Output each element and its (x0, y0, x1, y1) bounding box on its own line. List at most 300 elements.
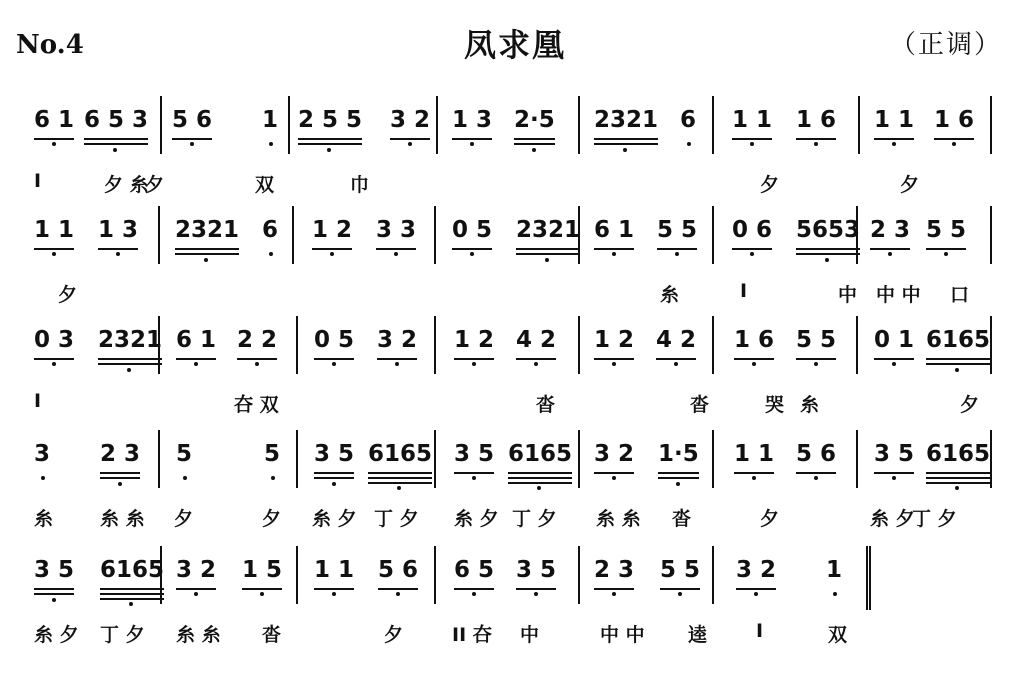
guqin-tablature-symbol: 糸 糸 (100, 508, 145, 530)
jianpu-note-group (100, 442, 140, 466)
underline (926, 248, 966, 250)
guqin-tablature-symbol: 丁 夕 (374, 508, 419, 530)
jianpu-note-group (796, 218, 860, 242)
jianpu-note-group (594, 442, 634, 466)
underline (100, 472, 140, 474)
jianpu-note-group (314, 328, 354, 352)
barline (158, 430, 160, 488)
barline (990, 206, 992, 264)
note-text: 2321 (98, 327, 163, 353)
guqin-tablature-symbol: 丁 夕 (100, 624, 145, 646)
guqin-tablature-symbol: I (756, 620, 764, 642)
underline (376, 248, 416, 250)
jianpu-note-group (454, 442, 494, 466)
underline (926, 482, 990, 484)
barline (578, 546, 580, 604)
jianpu-note-group (934, 108, 974, 132)
guqin-tablature-symbol: 丁 夕 (912, 508, 957, 530)
guqin-tablature-symbol: 双 (255, 174, 275, 196)
jianpu-note-group (100, 558, 164, 582)
underline (368, 472, 432, 474)
underline (454, 358, 494, 360)
guqin-tablature-symbol: 糸 夕 (34, 624, 79, 646)
note-text: 0 3 (34, 327, 75, 353)
barline (856, 316, 858, 374)
octave-dot (534, 592, 538, 596)
note-text: 1 6 (734, 327, 775, 353)
octave-dot (255, 362, 259, 366)
underline (237, 358, 277, 360)
underline (34, 248, 74, 250)
underline (172, 138, 212, 140)
underline (926, 472, 990, 474)
underline (378, 588, 418, 590)
underline (594, 143, 658, 145)
jianpu-note-group (660, 558, 700, 582)
jianpu-note-group (826, 558, 842, 582)
staff-system-5 (0, 546, 1000, 646)
note-text: 6165 (926, 441, 991, 467)
underline (658, 477, 699, 479)
underline (368, 482, 432, 484)
note-text: 3 2 (390, 107, 431, 133)
underline (98, 248, 138, 250)
barline (296, 316, 298, 374)
note-text: 2 3 (100, 441, 141, 467)
jianpu-note-group (84, 108, 148, 132)
octave-dot (955, 486, 959, 490)
guqin-tablature-symbol: 糸 (660, 284, 680, 306)
underline (390, 138, 430, 140)
jianpu-note-group (734, 442, 774, 466)
underline (516, 588, 556, 590)
jianpu-note-group (390, 108, 430, 132)
octave-dot (612, 476, 616, 480)
note-text: 3 2 (736, 557, 777, 583)
underline (314, 472, 354, 474)
jianpu-note-group (796, 328, 836, 352)
octave-dot (833, 592, 837, 596)
guqin-tablature-symbol: 丁 夕 (512, 508, 557, 530)
octave-dot (41, 476, 45, 480)
underline (657, 248, 697, 250)
barline (578, 430, 580, 488)
jianpu-note-group (516, 218, 580, 242)
underline (34, 588, 74, 590)
guqin-tablature-symbol: 夕 (174, 508, 194, 530)
octave-dot (470, 252, 474, 256)
jianpu-note-group (176, 558, 216, 582)
note-text: 3 5 (314, 441, 355, 467)
octave-dot (752, 476, 756, 480)
octave-dot (52, 362, 56, 366)
underline (312, 248, 352, 250)
barline (158, 206, 160, 264)
jianpu-note-group (176, 442, 192, 466)
jianpu-note-group (514, 108, 555, 132)
underline (508, 482, 572, 484)
underline (508, 472, 572, 474)
jianpu-note-group (368, 442, 432, 466)
underline (452, 138, 492, 140)
guqin-tablature-symbol: II 夻 (452, 624, 492, 646)
jianpu-note-group (926, 218, 966, 242)
jianpu-note-group (926, 442, 990, 466)
note-text: 1 5 (242, 557, 283, 583)
underline (84, 143, 148, 145)
jianpu-note-group (298, 108, 362, 132)
note-text: 5 6 (796, 441, 837, 467)
jianpu-note-group (452, 218, 492, 242)
piece-number: No.4 (16, 30, 84, 60)
note-text: 3 5 (34, 557, 75, 583)
octave-dot (612, 252, 616, 256)
jianpu-note-group (594, 108, 658, 132)
underline (84, 138, 148, 140)
guqin-tablature-symbol: 夕 (145, 174, 165, 196)
underline (508, 477, 572, 479)
jianpu-note-group (732, 218, 772, 242)
underline (298, 138, 362, 140)
underline (732, 138, 772, 140)
jianpu-note-group (870, 218, 910, 242)
octave-dot (623, 148, 627, 152)
guqin-tablature-symbol: 口 (950, 284, 970, 306)
jianpu-note-group (314, 442, 354, 466)
note-text: 2 5 5 (298, 107, 363, 133)
octave-dot (395, 362, 399, 366)
barline (990, 316, 992, 374)
note-text: 1·5 (658, 441, 699, 467)
octave-dot (116, 252, 120, 256)
note-text: 1 1 (732, 107, 773, 133)
jianpu-note-group (926, 328, 990, 352)
octave-dot (332, 592, 336, 596)
guqin-tablature-symbol: 双 (828, 624, 848, 646)
underline (100, 477, 140, 479)
octave-dot (472, 362, 476, 366)
underline (734, 472, 774, 474)
note-text: 5 (176, 441, 193, 467)
underline (314, 588, 354, 590)
underline (658, 472, 699, 474)
note-text: 3 3 (376, 217, 417, 243)
underline (594, 248, 634, 250)
guqin-tablature-symbol: 夕 (760, 508, 780, 530)
guqin-tablature-symbol: 沓 (536, 394, 556, 416)
jianpu-note-group (314, 558, 354, 582)
guqin-tablature-symbol: 哭 (765, 394, 785, 416)
note-text: 1 6 (934, 107, 975, 133)
octave-dot (678, 592, 682, 596)
jianpu-note-group (454, 558, 494, 582)
note-text: 3 5 (874, 441, 915, 467)
jianpu-note-group (516, 328, 556, 352)
octave-dot (113, 148, 117, 152)
guqin-tablature-symbol: 中 中 (876, 284, 921, 306)
octave-dot (825, 258, 829, 262)
note-text: 6 1 (34, 107, 75, 133)
jianpu-note-group (262, 218, 278, 242)
guqin-tablature-symbol: 糸 夕 (454, 508, 499, 530)
tuning-key: （正调） (889, 30, 1002, 60)
jianpu-note-group (874, 442, 914, 466)
octave-dot (470, 142, 474, 146)
underline (377, 358, 417, 360)
barline (436, 96, 438, 154)
note-text: 3 5 (516, 557, 557, 583)
octave-dot (752, 362, 756, 366)
jianpu-note-group (657, 218, 697, 242)
underline (298, 143, 362, 145)
note-text: 0 6 (732, 217, 773, 243)
underline (796, 138, 836, 140)
note-text: 2 2 (237, 327, 278, 353)
note-text: 5 6 (172, 107, 213, 133)
jianpu-note-group (734, 328, 774, 352)
guqin-tablature-symbol: 糸 糸 (596, 508, 641, 530)
guqin-tablature-symbol: 糸 夕 (870, 508, 915, 530)
barline (434, 316, 436, 374)
octave-dot (190, 142, 194, 146)
underline (796, 253, 860, 255)
note-text: 0 5 (314, 327, 355, 353)
underline (175, 248, 239, 250)
barline (712, 96, 714, 154)
barline (160, 96, 162, 154)
note-text: 3 5 (454, 441, 495, 467)
note-text: 1 1 (874, 107, 915, 133)
jianpu-note-group (656, 328, 696, 352)
underline (516, 253, 580, 255)
octave-dot (754, 592, 758, 596)
barline (856, 430, 858, 488)
guqin-tablature-symbol: 夕 (262, 508, 282, 530)
underline (368, 477, 432, 479)
guqin-tablature-symbol: 夕 (960, 394, 980, 416)
underline (934, 138, 974, 140)
octave-dot (814, 142, 818, 146)
jianpu-note-group (874, 108, 914, 132)
jianpu-note-group (98, 328, 162, 352)
barline (434, 546, 436, 604)
underline (736, 588, 776, 590)
underline (796, 472, 836, 474)
guqin-tablature-symbol: 沓 (690, 394, 710, 416)
note-text: 6 (680, 107, 697, 133)
jianpu-note-group (172, 108, 212, 132)
octave-dot (52, 252, 56, 256)
jianpu-note-group (312, 218, 352, 242)
underline (594, 138, 658, 140)
note-text: 4 2 (656, 327, 697, 353)
barline (712, 316, 714, 374)
jianpu-note-group (34, 108, 74, 132)
underline (314, 477, 354, 479)
note-text: 5 6 (378, 557, 419, 583)
underline (454, 588, 494, 590)
octave-dot (534, 362, 538, 366)
jianpu-note-group (796, 108, 836, 132)
jianpu-note-group (378, 558, 418, 582)
jianpu-note-group (732, 108, 772, 132)
octave-dot (892, 476, 896, 480)
barline (296, 546, 298, 604)
barline (712, 206, 714, 264)
octave-dot (332, 482, 336, 486)
guqin-tablature-symbol: I (34, 390, 42, 412)
guqin-tablature-symbol: I (34, 170, 42, 192)
jianpu-note-group (680, 108, 696, 132)
octave-dot (472, 592, 476, 596)
underline (594, 472, 634, 474)
underline (454, 472, 494, 474)
guqin-tablature-symbol: 中 (838, 284, 858, 306)
barline (292, 206, 294, 264)
octave-dot (532, 148, 536, 152)
underline (796, 248, 860, 250)
note-text: 5653 (796, 217, 861, 243)
note-text: 2321 (175, 217, 240, 243)
jianpu-note-group (377, 328, 417, 352)
barline (712, 430, 714, 488)
guqin-tablature-symbol: 夕 (900, 174, 920, 196)
octave-dot (194, 362, 198, 366)
note-text: 6165 (100, 557, 165, 583)
note-text: 2 3 (870, 217, 911, 243)
note-text: 2·5 (514, 107, 555, 133)
jianpu-note-group (34, 442, 50, 466)
underline (594, 358, 634, 360)
underline (452, 248, 492, 250)
note-text: 2 3 (594, 557, 635, 583)
staff-system-4 (0, 430, 1000, 530)
octave-dot (397, 486, 401, 490)
barline (296, 430, 298, 488)
underline (874, 472, 914, 474)
underline (100, 593, 164, 595)
guqin-tablature-symbol: 糸 糸 (176, 624, 221, 646)
underline (514, 143, 555, 145)
underline (175, 253, 239, 255)
note-text: 6165 (508, 441, 573, 467)
barline (858, 96, 860, 154)
underline (176, 358, 216, 360)
underline (100, 588, 164, 590)
underline (796, 358, 836, 360)
barline (434, 430, 436, 488)
staff-system-1 (0, 96, 1000, 196)
note-text: 1 3 (98, 217, 139, 243)
note-text: 6 5 (454, 557, 495, 583)
barline (288, 96, 290, 154)
barline (578, 316, 580, 374)
underline (926, 363, 990, 365)
octave-dot (408, 142, 412, 146)
note-text: 6165 (368, 441, 433, 467)
note-text: 1 1 (734, 441, 775, 467)
octave-dot (332, 362, 336, 366)
jianpu-note-group (98, 218, 138, 242)
octave-dot (612, 362, 616, 366)
note-text: 5 5 (660, 557, 701, 583)
underline (98, 363, 162, 365)
jianpu-note-group (34, 328, 74, 352)
note-text: 0 5 (452, 217, 493, 243)
underline (870, 248, 910, 250)
note-text: 1 2 (312, 217, 353, 243)
guqin-tablature-symbol: 夕 (760, 174, 780, 196)
note-text: 3 2 (176, 557, 217, 583)
octave-dot (545, 258, 549, 262)
guqin-tablature-symbol: 夕 (384, 624, 404, 646)
guqin-tablature-symbol: 中 中 (600, 624, 645, 646)
piece-title: 凤求凰 (463, 26, 566, 64)
note-text: 1 (826, 557, 843, 583)
guqin-tablature-symbol: 夕 (58, 284, 78, 306)
guqin-tablature-symbol: 中 (520, 624, 540, 646)
octave-dot (952, 142, 956, 146)
octave-dot (814, 362, 818, 366)
guqin-tablature-symbol: 糸 (800, 394, 820, 416)
octave-dot (472, 476, 476, 480)
note-text: 3 (34, 441, 51, 467)
note-text: 1 (262, 107, 279, 133)
octave-dot (612, 592, 616, 596)
note-text: 6 1 (176, 327, 217, 353)
note-text: 1 2 (454, 327, 495, 353)
guqin-tablature-symbol: 沓 (262, 624, 282, 646)
final-barline (866, 546, 871, 610)
barline (712, 546, 714, 604)
underline (926, 477, 990, 479)
guqin-tablature-symbol: 夕 糸 (104, 174, 149, 196)
note-text: 2321 (516, 217, 581, 243)
note-text: 1 1 (314, 557, 355, 583)
octave-dot (955, 368, 959, 372)
octave-dot (750, 142, 754, 146)
guqin-tablature-symbol: 糸 夕 (312, 508, 357, 530)
barline (434, 206, 436, 264)
note-text: 5 5 (796, 327, 837, 353)
note-text: 4 2 (516, 327, 557, 353)
jianpu-note-group (874, 328, 914, 352)
note-text: 3 2 (594, 441, 635, 467)
underline (98, 358, 162, 360)
barline (990, 96, 992, 154)
jianpu-note-group (34, 558, 74, 582)
jianpu-note-group (594, 558, 634, 582)
note-text: 3 2 (377, 327, 418, 353)
octave-dot (118, 482, 122, 486)
jianpu-note-group (242, 558, 282, 582)
octave-dot (127, 368, 131, 372)
jianpu-note-group (264, 442, 280, 466)
octave-dot (675, 252, 679, 256)
jianpu-note-group (237, 328, 277, 352)
jianpu-note-group (452, 108, 492, 132)
octave-dot (260, 592, 264, 596)
jianpu-note-group (736, 558, 776, 582)
underline (34, 138, 74, 140)
guqin-tablature-symbol: I (740, 280, 748, 302)
underline (176, 588, 216, 590)
underline (514, 138, 555, 140)
underline (100, 598, 164, 600)
underline (874, 358, 914, 360)
octave-dot (537, 486, 541, 490)
underline (656, 358, 696, 360)
